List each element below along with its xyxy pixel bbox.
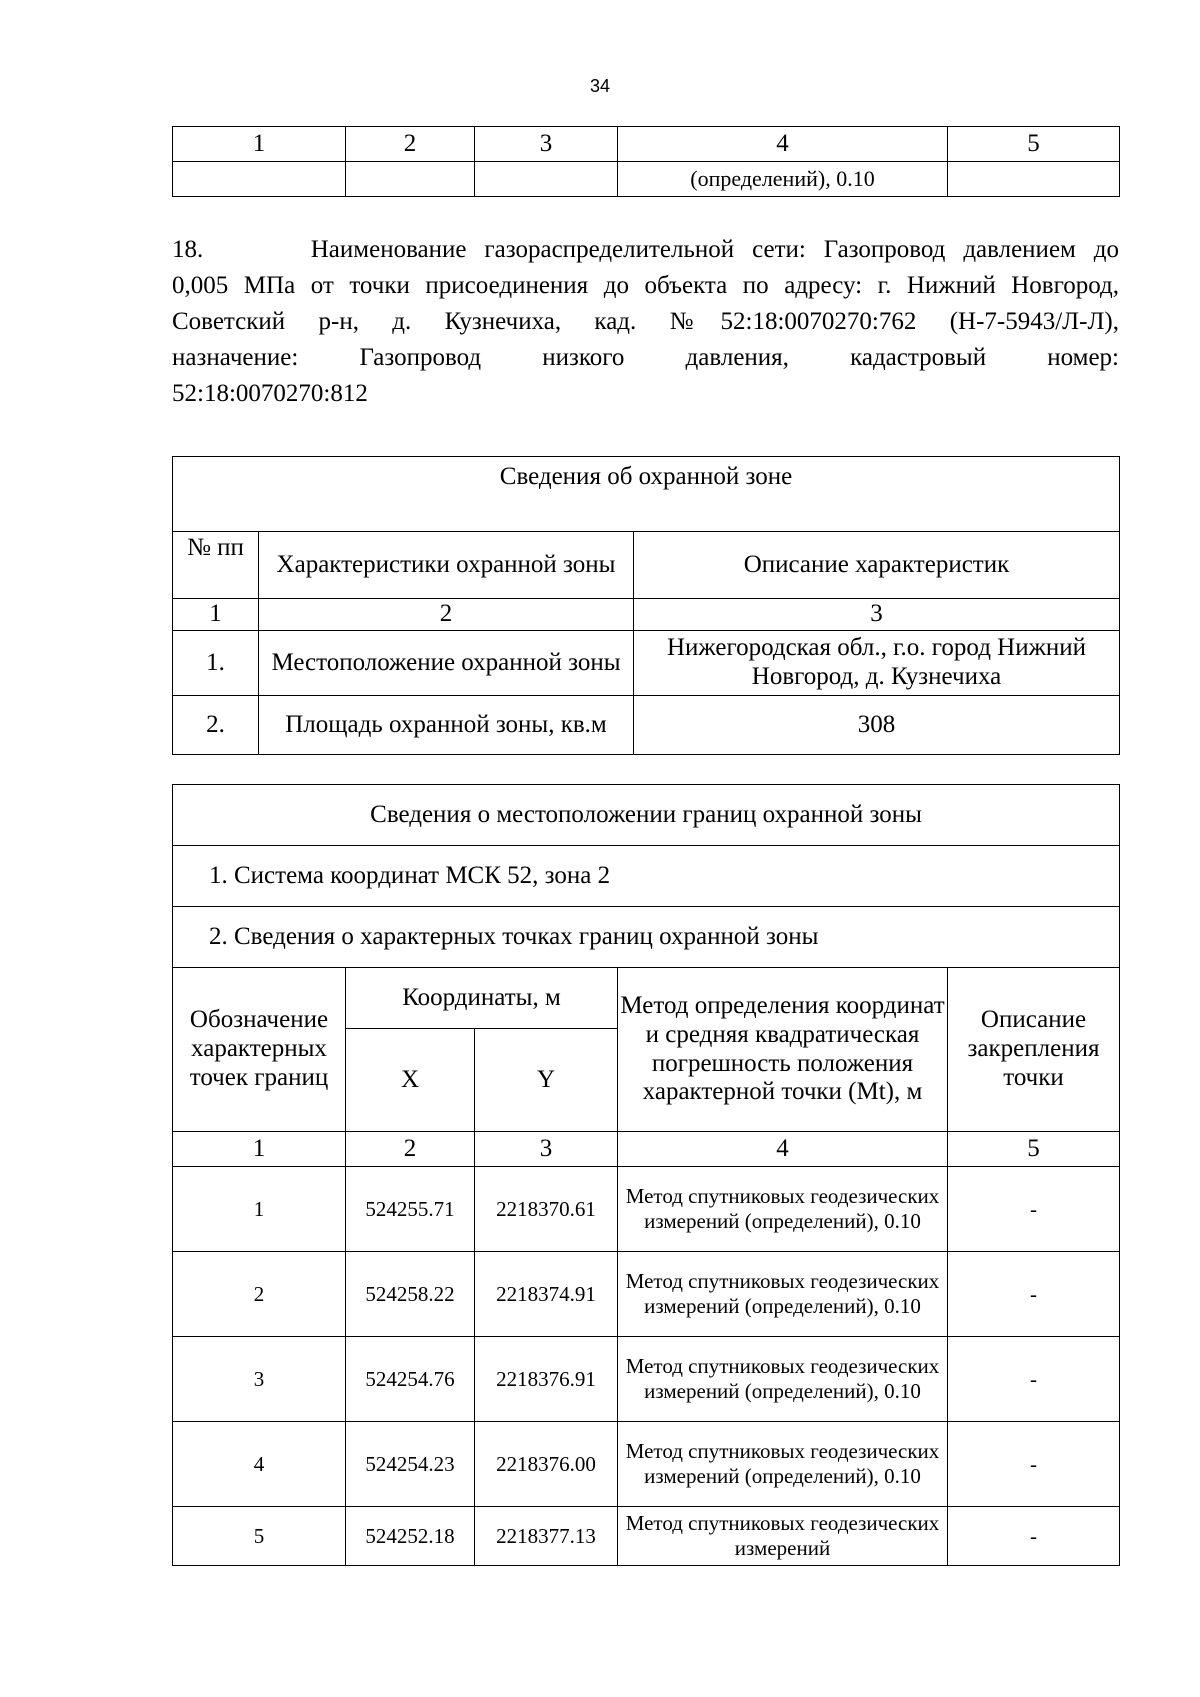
- empty-cell: [475, 162, 618, 197]
- empty-cell: [948, 162, 1120, 197]
- point-method: Метод спутниковых геодезических измерений (определений), 0.10: [618, 1422, 948, 1507]
- method-continuation: (определений), 0.10: [618, 162, 948, 197]
- point-id: 4: [173, 1422, 346, 1507]
- protection-zone-table: [172, 456, 1120, 755]
- header-x: X: [346, 1029, 475, 1132]
- boundary-points-table: [172, 784, 1120, 1566]
- coordinate-system: 1. Система координат МСК 52, зона 2: [173, 846, 1120, 907]
- point-x: 524254.76: [346, 1337, 475, 1422]
- row-characteristic: Площадь охранной зоны, кв.м: [259, 696, 634, 755]
- table-row: [173, 1167, 1120, 1252]
- table-row: [173, 1507, 1120, 1566]
- header-y: Y: [475, 1029, 618, 1132]
- paragraph-line: Советский р-н, д. Кузнечиха, кад. №52:18:0070270:762 (Н-7-5943/Л-Л),: [172, 308, 1119, 335]
- points-numbers-row: [173, 1132, 1120, 1167]
- point-x: 524255.71: [346, 1167, 475, 1252]
- col-number: 3: [634, 599, 1120, 631]
- zone-table-title: Сведения об охранной зоне: [173, 457, 1120, 532]
- point-id: 2: [173, 1252, 346, 1337]
- empty-cell: [346, 162, 475, 197]
- empty-cell: [173, 162, 346, 197]
- col-number: 1: [173, 599, 259, 631]
- col-number: 1: [173, 1132, 346, 1167]
- point-fixing: -: [948, 1507, 1120, 1566]
- col-number: 2: [346, 1132, 475, 1167]
- point-y: 2218376.91: [475, 1337, 618, 1422]
- point-y: 2218374.91: [475, 1252, 618, 1337]
- row-number: 2.: [173, 696, 259, 755]
- paragraph-line: 0,005 МПа от точки присоединения до объекта по адресу: г. Нижний Новгород,: [172, 272, 1119, 299]
- col-number: 5: [948, 127, 1120, 162]
- point-method: Метод спутниковых геодезических измерений (определений), 0.10: [618, 1252, 948, 1337]
- col-number: 5: [948, 1132, 1120, 1167]
- header-number: № пп: [173, 532, 259, 599]
- col-number: 1: [173, 127, 346, 162]
- table-row: [173, 1252, 1120, 1337]
- table-row: [173, 631, 1120, 696]
- point-method: Метод спутниковых геодезических измерений: [618, 1507, 948, 1566]
- col-number: 3: [475, 127, 618, 162]
- point-x: 524258.22: [346, 1252, 475, 1337]
- points-title-row: [173, 907, 1120, 968]
- point-x: 524254.23: [346, 1422, 475, 1507]
- column-numbers-row: [173, 127, 1120, 162]
- bounds-table-title: Сведения о местоположении границ охранной зоны: [173, 785, 1120, 846]
- col-number: 2: [346, 127, 475, 162]
- continued-points-table: [172, 126, 1120, 197]
- row-description: Нижегородская обл., г.о. город Нижний Новгород, д. Кузнечиха: [634, 631, 1120, 696]
- zone-numbers-row: [173, 599, 1120, 631]
- continuation-row: [173, 162, 1120, 197]
- point-method: Метод спутниковых геодезических измерений (определений), 0.10: [618, 1337, 948, 1422]
- header-designation: Обозначение характерных точек границ: [173, 968, 346, 1132]
- page-number: 34: [589, 76, 611, 96]
- zone-title-row: [173, 457, 1120, 532]
- header-fixing: Описание закрепления точки: [948, 968, 1120, 1132]
- section-18-paragraph: [172, 232, 1119, 412]
- point-y: 2218376.00: [475, 1422, 618, 1507]
- points-header-row: [173, 968, 1120, 1029]
- col-number: 2: [259, 599, 634, 631]
- points-section-title: 2. Сведения о характерных точках границ охранной зоны: [173, 907, 1120, 968]
- row-number: 1.: [173, 631, 259, 696]
- point-y: 2218377.13: [475, 1507, 618, 1566]
- col-number: 4: [618, 1132, 948, 1167]
- point-method: Метод спутниковых геодезических измерений (определений), 0.10: [618, 1167, 948, 1252]
- row-description: 308: [634, 696, 1120, 755]
- header-coordinates: Координаты, м: [346, 968, 618, 1029]
- point-fixing: -: [948, 1337, 1120, 1422]
- paragraph-line: 18. Наименование газораспределительной сети: Газопровод давлением до: [172, 236, 1119, 263]
- point-y: 2218370.61: [475, 1167, 618, 1252]
- header-method: Метод определения координат и средняя квадратическая погрешность положения характерной точки (Mt), м: [618, 968, 948, 1132]
- point-fixing: -: [948, 1252, 1120, 1337]
- table-row: [173, 1337, 1120, 1422]
- table-row: [173, 1422, 1120, 1507]
- point-id: 5: [173, 1507, 346, 1566]
- paragraph-line: назначение: Газопровод низкого давления, кадастровый номер:: [172, 344, 1119, 371]
- bounds-title-row: [173, 785, 1120, 846]
- header-description: Описание характеристик: [634, 532, 1120, 599]
- row-characteristic: Местоположение охранной зоны: [259, 631, 634, 696]
- point-fixing: -: [948, 1167, 1120, 1252]
- header-characteristics: Характеристики охранной зоны: [259, 532, 634, 599]
- coordinate-system-row: [173, 846, 1120, 907]
- table-row: [173, 696, 1120, 755]
- zone-header-row: [173, 532, 1120, 599]
- col-number: 3: [475, 1132, 618, 1167]
- paragraph-line: 52:18:0070270:812: [172, 380, 368, 407]
- col-number: 4: [618, 127, 948, 162]
- point-x: 524252.18: [346, 1507, 475, 1566]
- point-id: 1: [173, 1167, 346, 1252]
- point-fixing: -: [948, 1422, 1120, 1507]
- point-id: 3: [173, 1337, 346, 1422]
